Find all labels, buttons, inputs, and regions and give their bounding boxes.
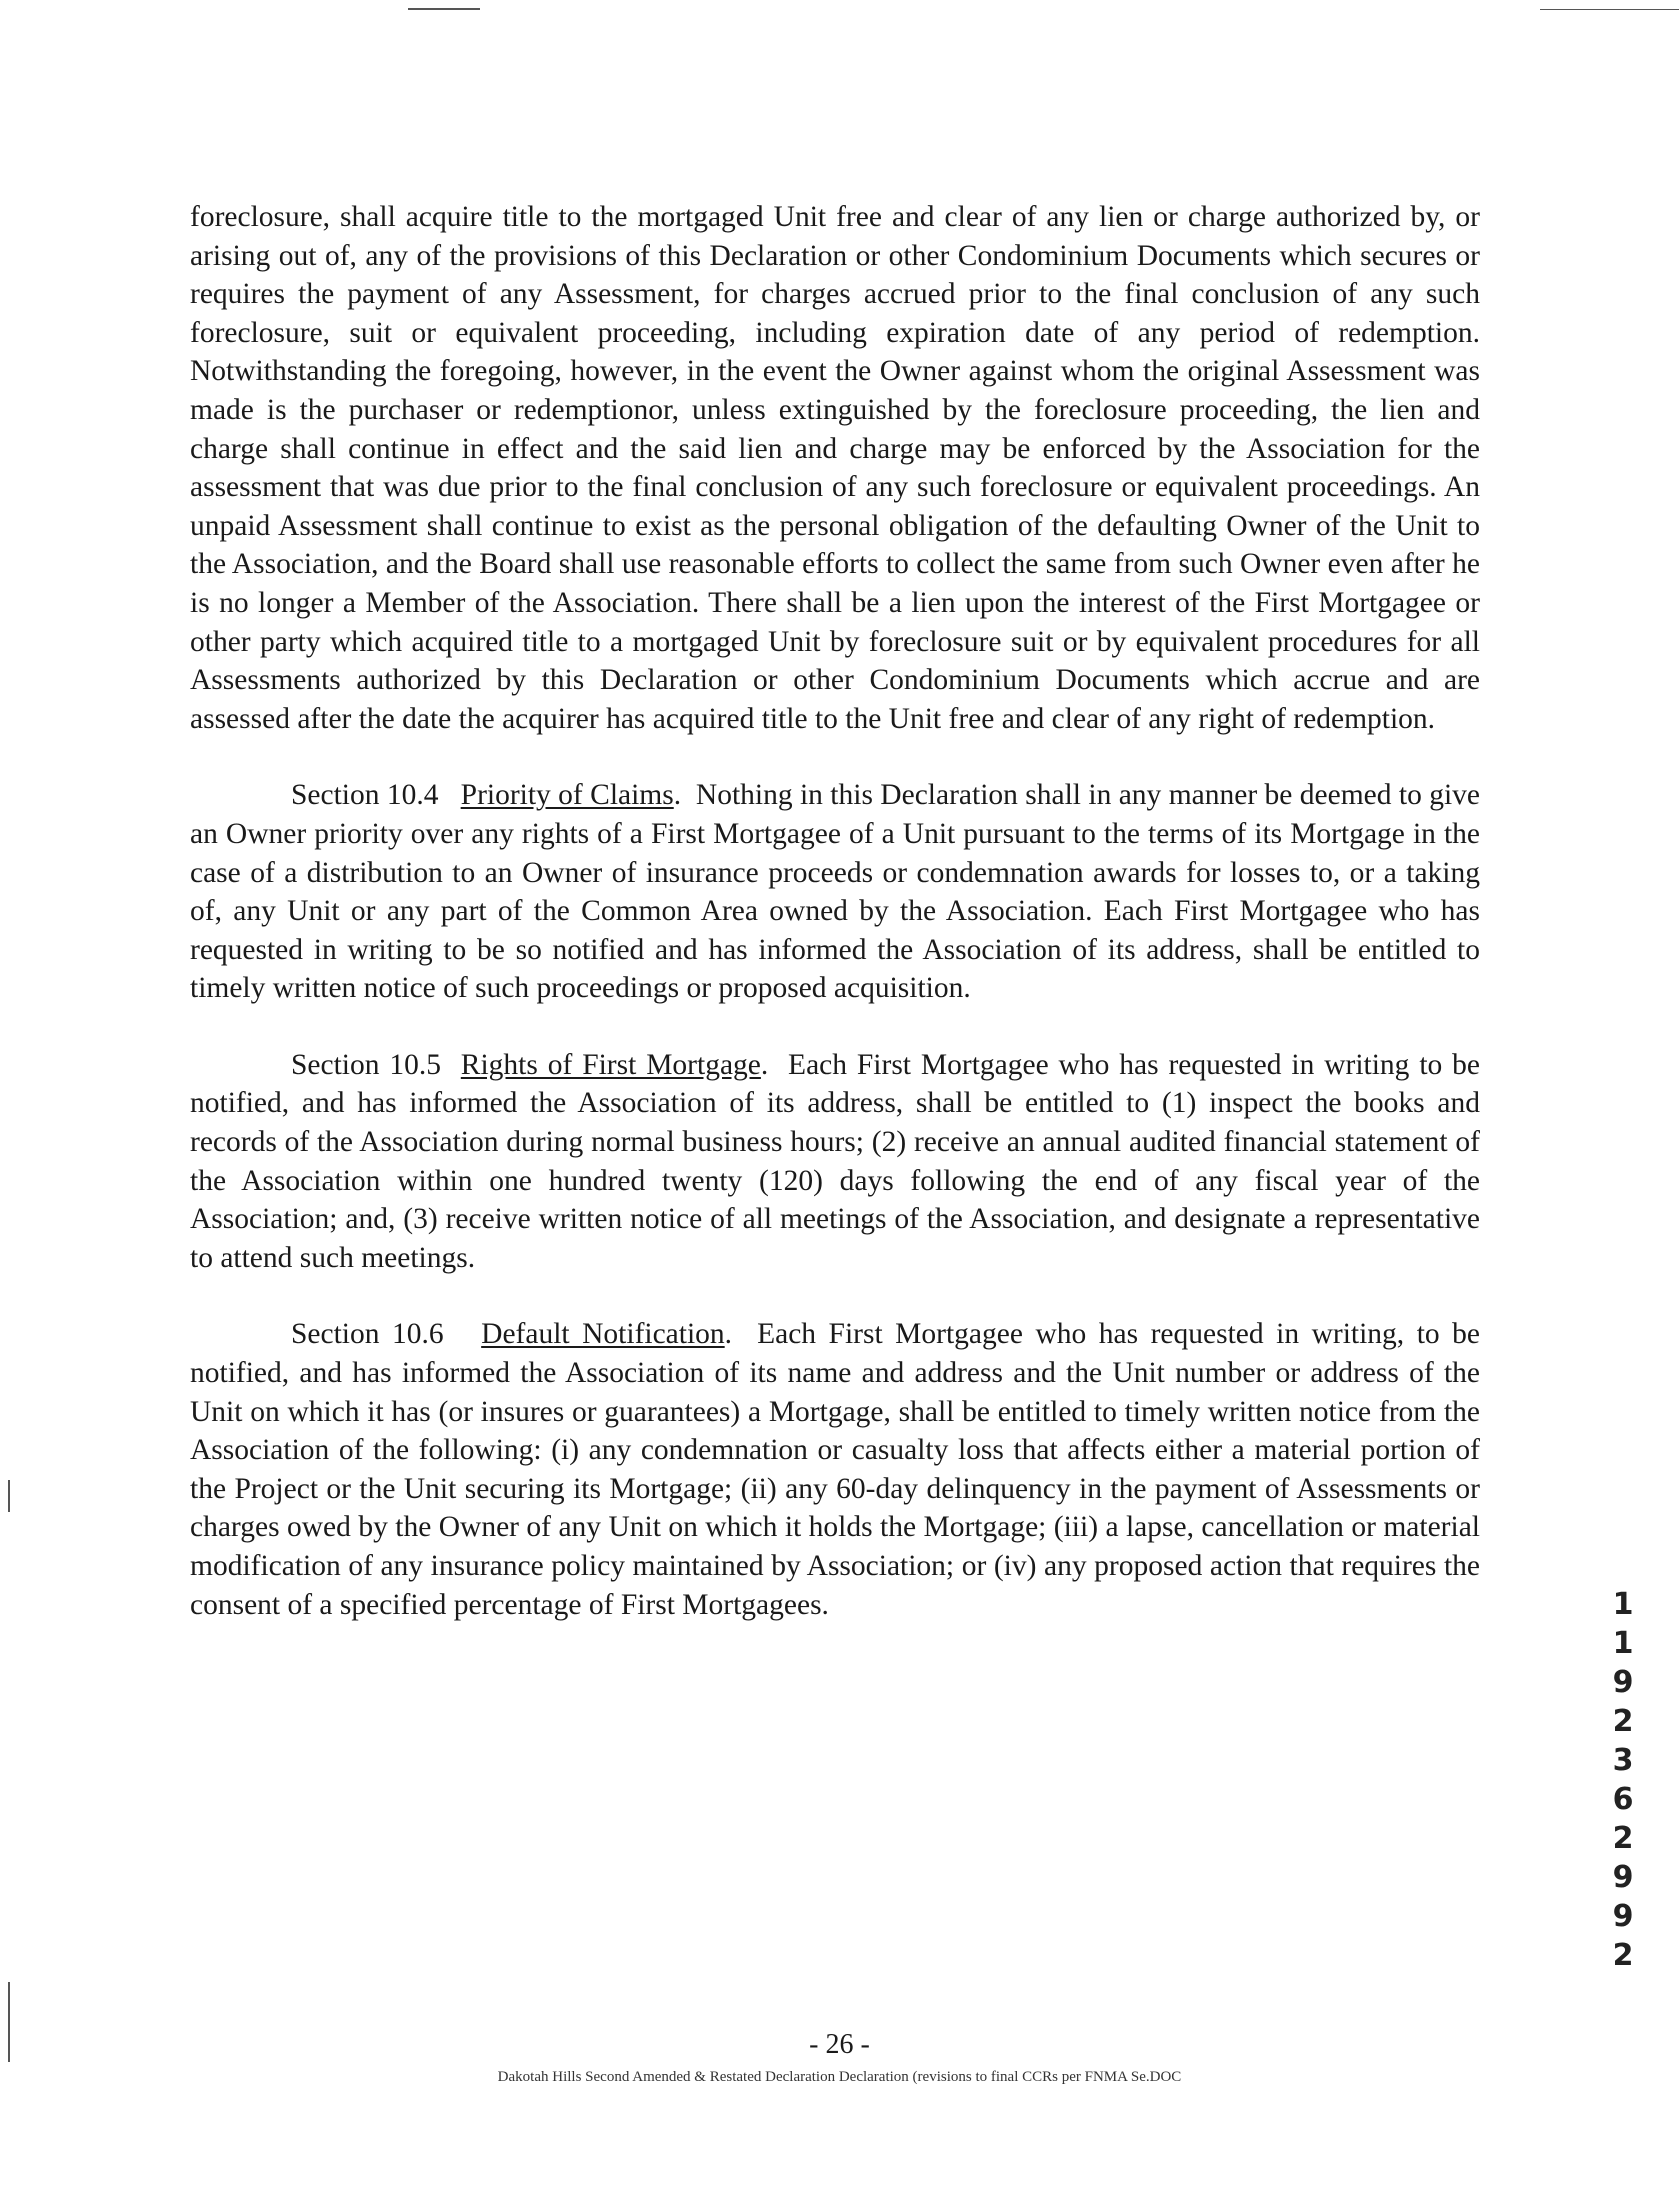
section-body: Each First Mortgagee who has requested in writing to be notified, and has informed the Association of its address, shall be entitled to (1) inspect the books and records of the Association during normal business hours; (2) receive an annual audited financial statement of the Association within one hundred twenty (120) days following the end of any fiscal year of the Association; and, (3) receive written notice of all meetings of the Association, and designate a representative to attend such meetings. <box>190 1048 1481 1274</box>
title-period: . <box>724 1318 733 1351</box>
footer-filename: Dakotah Hills Second Amended & Restated Declaration Declaration (revisions to final CCRs per FNMA Se.DOC <box>497 2069 1182 2085</box>
scan-mark-top <box>408 8 480 10</box>
section-10-5 <box>190 1046 1480 1278</box>
page-number: - 26 - <box>809 2029 870 2060</box>
section-title: Default Notification <box>481 1318 725 1351</box>
title-period: . <box>673 779 682 812</box>
section-title: Priority of Claims <box>460 779 674 812</box>
section-number: Section 10.6 <box>291 1318 444 1351</box>
document-page <box>190 198 1480 1662</box>
section-number: Section 10.4 <box>291 779 439 812</box>
section-body: Nothing in this Declaration shall in any manner be deemed to give an Owner priority over any rights of a First Mortgagee of a Unit pursuant to the terms of its Mortgage in the case of a distribution to an Owner of insurance proceeds or condemnation awards for losses to, or a taking of, any Unit or any part of the Common Area owned by the Association. Each First Mortgagee who has requested in writing to be so notified and has informed the Association of its address, shall be entitled to timely written notice of such proceedings or proposed acquisition. <box>190 779 1480 1005</box>
section-10-4 <box>190 776 1480 1008</box>
section-10-6 <box>190 1315 1480 1624</box>
scan-mark-left-1 <box>8 1480 10 1512</box>
scan-mark-top-right <box>1540 9 1679 10</box>
title-period: . <box>760 1048 769 1081</box>
section-number: Section 10.5 <box>291 1048 442 1081</box>
margin-recording-stamp: 1192362992 <box>1612 1587 1634 1973</box>
paragraph-foreclosure: foreclosure, shall acquire title to the mortgaged Unit free and clear of any lien or charge authorized by, or arising out of, any of the provisions of this Declaration or other Condominium Documents which secures or requires the payment of any Assessment, for charges accrued prior to the final conclusion of any such foreclosure, suit or equivalent proceeding, including expiration date of any period of redemption. Notwithstanding the foregoing, however, in the event the Owner against whom the original Assessment was made is the purchaser or redemptionor, unless extinguished by the foreclosure proceeding, the lien and charge shall continue in effect and the said lien and charge may be enforced by the Association for the assessment that was due prior to the final conclusion of any such foreclosure or equivalent proceedings. An unpaid Assessment shall continue to exist as the personal obligation of the defaulting Owner of the Unit to the Association, and the Board shall use reasonable efforts to collect the same from such Owner even after he is no longer a Member of the Association. There shall be a lien upon the interest of the First Mortgagee or other party which acquired title to a mortgaged Unit by foreclosure suit or by equivalent procedures for all Assessments authorized by this Declaration or other Condominium Documents which accrue and are assessed after the date the acquirer has acquired title to the Unit free and clear of any right of redemption. <box>190 201 1480 735</box>
section-body: Each First Mortgagee who has requested in writing, to be notified, and has informed the Association of its name and address and the Unit number or address of the Unit on which it has (or insures or guarantees) a Mortgage, shall be entitled to timely written notice from the Association of the following: (i) any condemnation or casualty loss that affects either a material portion of the Project or the Unit securing its Mortgage; (ii) any 60-day delinquency in the payment of Assessments or charges owed by the Owner of any Unit on which it holds the Mortgage; (iii) a lapse, cancellation or material modification of any insurance policy maintained by Association; or (iv) any proposed action that requires the consent of a specified percentage of First Mortgagees. <box>190 1318 1480 1621</box>
section-title: Rights of First Mortgage <box>460 1048 761 1081</box>
